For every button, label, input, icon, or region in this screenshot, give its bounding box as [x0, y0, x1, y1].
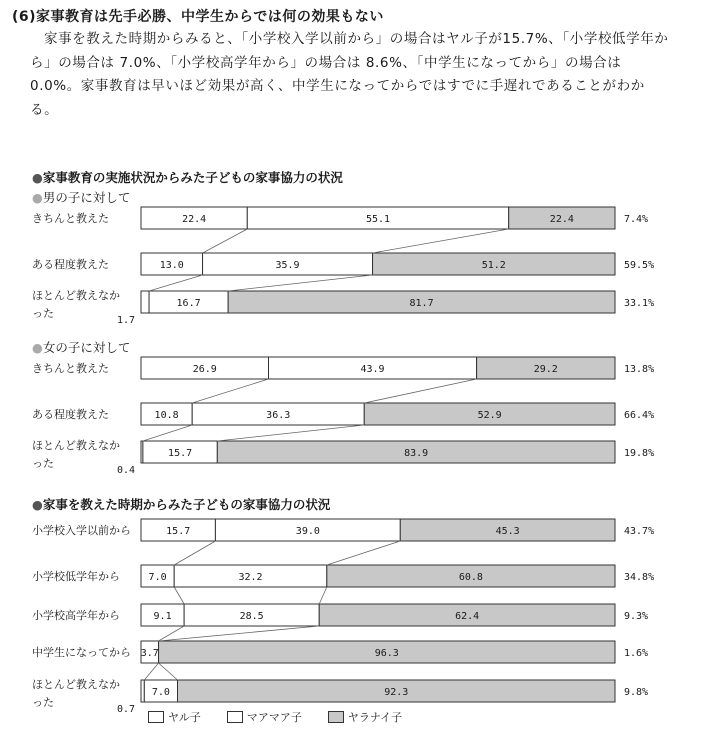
section1-title-text: 家事教育の実施状況からみた子どもの家事協力の状況	[42, 170, 343, 185]
connector-line	[144, 663, 158, 680]
data-label-yaruko: 10.8	[154, 410, 179, 421]
connector-line	[143, 425, 192, 441]
connector-line	[192, 379, 268, 403]
data-label-yaranaiko: 62.4	[455, 611, 480, 622]
legend-item-yaranaiko	[328, 709, 402, 725]
data-label-yaruko: 1.7	[116, 315, 135, 326]
data-label-yaranaiko: 60.8	[458, 572, 483, 583]
row-label: きちんと教えた	[32, 362, 109, 375]
data-label-mamamaako: 7.0	[151, 687, 170, 698]
connector-line	[319, 587, 327, 604]
row-label: った	[32, 457, 54, 470]
legend-swatch-yaruko	[148, 711, 164, 723]
connector-line	[174, 541, 215, 565]
legend-item-yaruko	[148, 709, 201, 725]
data-label-mamamaako: 35.9	[275, 260, 300, 271]
row-percent: 7.4%	[624, 214, 649, 225]
connector-line	[327, 541, 400, 565]
connector-line	[149, 275, 203, 291]
chart-legend	[148, 709, 402, 725]
bullet-icon: ●	[32, 190, 43, 205]
row-label: 中学生になってから	[32, 646, 131, 659]
row-label: ほとんど教えなか	[32, 439, 120, 452]
data-label-mamamaako: 43.9	[360, 364, 385, 375]
data-label-yaranaiko: 83.9	[404, 448, 429, 459]
data-label-yaruko: 13.0	[159, 260, 184, 271]
legend-swatch-mamamaako	[227, 711, 243, 723]
data-label-yaruko: 0.7	[116, 704, 135, 715]
data-label-mamamaako: 16.7	[176, 298, 201, 309]
row-label: ほとんど教えなか	[32, 678, 120, 691]
row-label: った	[32, 696, 54, 709]
data-label-yaruko: 22.4	[182, 214, 207, 225]
row-percent: 9.8%	[624, 687, 649, 698]
data-label-mamamaako: 28.5	[239, 611, 264, 622]
row-label: った	[32, 307, 54, 320]
row-percent: 43.7%	[624, 526, 655, 537]
data-label-mamamaako: 15.7	[168, 448, 193, 459]
legend-label: ヤラナイ子	[347, 711, 403, 724]
row-percent: 33.1%	[624, 298, 655, 309]
data-label-mamamaako: 55.1	[365, 214, 391, 225]
bullet-icon: ●	[32, 497, 43, 512]
connector-line	[174, 587, 184, 604]
boys-title-text: 男の子に対して	[42, 190, 131, 205]
row-label: ある程度教えた	[32, 408, 109, 421]
connector-line	[217, 425, 364, 441]
intro-paragraph: 家事を教えた時期からみると、「小学校入学以前から」の場合はヤル子が15.7%、「小学校低学年から」の場合は 7.0%、「小学校高学年から」の場合は 8.6%、「中学生になってから」の場合は 0.0%。家事教育は早いほど効果が高く、中学生になってからではすでに手遅れであることがわかる。	[30, 31, 669, 118]
row-label: ほとんど教えなか	[32, 289, 120, 302]
data-label-yaruko: 7.0	[148, 572, 167, 583]
data-label-yaranaiko: 52.9	[477, 410, 502, 421]
connector-line	[159, 663, 178, 680]
bullet-icon: ●	[32, 170, 43, 185]
connector-line	[203, 229, 248, 253]
page-heading: (6)家事教育は先手必勝、中学生からでは何の効果もない	[12, 9, 384, 25]
bullet-icon: ●	[32, 340, 43, 355]
data-label-yaranaiko: 96.3	[374, 648, 399, 659]
data-label-yaranaiko: 45.3	[495, 526, 520, 537]
connector-line	[228, 275, 372, 291]
legend-label: ヤル子	[168, 711, 201, 724]
data-label-yaruko: 9.1	[153, 611, 172, 622]
legend-label: マアマア子	[246, 711, 302, 724]
data-label-yaruko: 15.7	[166, 526, 191, 537]
row-percent: 34.8%	[624, 572, 655, 583]
legend-item-mamamaako	[227, 709, 302, 725]
data-label-yaranaiko: 51.2	[481, 260, 506, 271]
row-percent: 19.8%	[624, 448, 655, 459]
row-label: きちんと教えた	[32, 212, 109, 225]
connector-line	[373, 229, 509, 253]
row-percent: 13.8%	[624, 364, 655, 375]
row-label: 小学校入学以前から	[32, 524, 131, 537]
row-percent: 1.6%	[624, 648, 649, 659]
data-label-yaranaiko: 22.4	[549, 214, 574, 225]
row-label: ある程度教えた	[32, 258, 109, 271]
connector-line	[364, 379, 476, 403]
row-label: 小学校高学年から	[32, 609, 120, 622]
row-percent: 9.3%	[624, 611, 649, 622]
data-label-yaranaiko: 92.3	[384, 687, 409, 698]
legend-swatch-yaranaiko	[328, 711, 344, 723]
data-label-yaruko: 26.9	[192, 364, 217, 375]
data-label-mamamaako: 32.2	[238, 572, 263, 583]
data-label-mamamaako: 36.3	[266, 410, 291, 421]
row-percent: 66.4%	[624, 410, 655, 421]
data-label-yaruko: 3.7	[140, 648, 159, 659]
data-label-yaranaiko: 81.7	[409, 298, 434, 309]
data-label-mamamaako: 39.0	[295, 526, 320, 537]
row-label: 小学校低学年から	[32, 570, 120, 583]
section2-title-text: 家事を教えた時期からみた子どもの家事協力の状況	[42, 497, 331, 512]
data-label-yaranaiko: 29.2	[533, 364, 558, 375]
data-label-yaruko: 0.4	[116, 465, 135, 476]
girls-title-text: 女の子に対して	[42, 340, 131, 355]
row-percent: 59.5%	[624, 260, 655, 271]
bar-yaruko	[141, 291, 149, 313]
connector-line	[159, 626, 320, 641]
